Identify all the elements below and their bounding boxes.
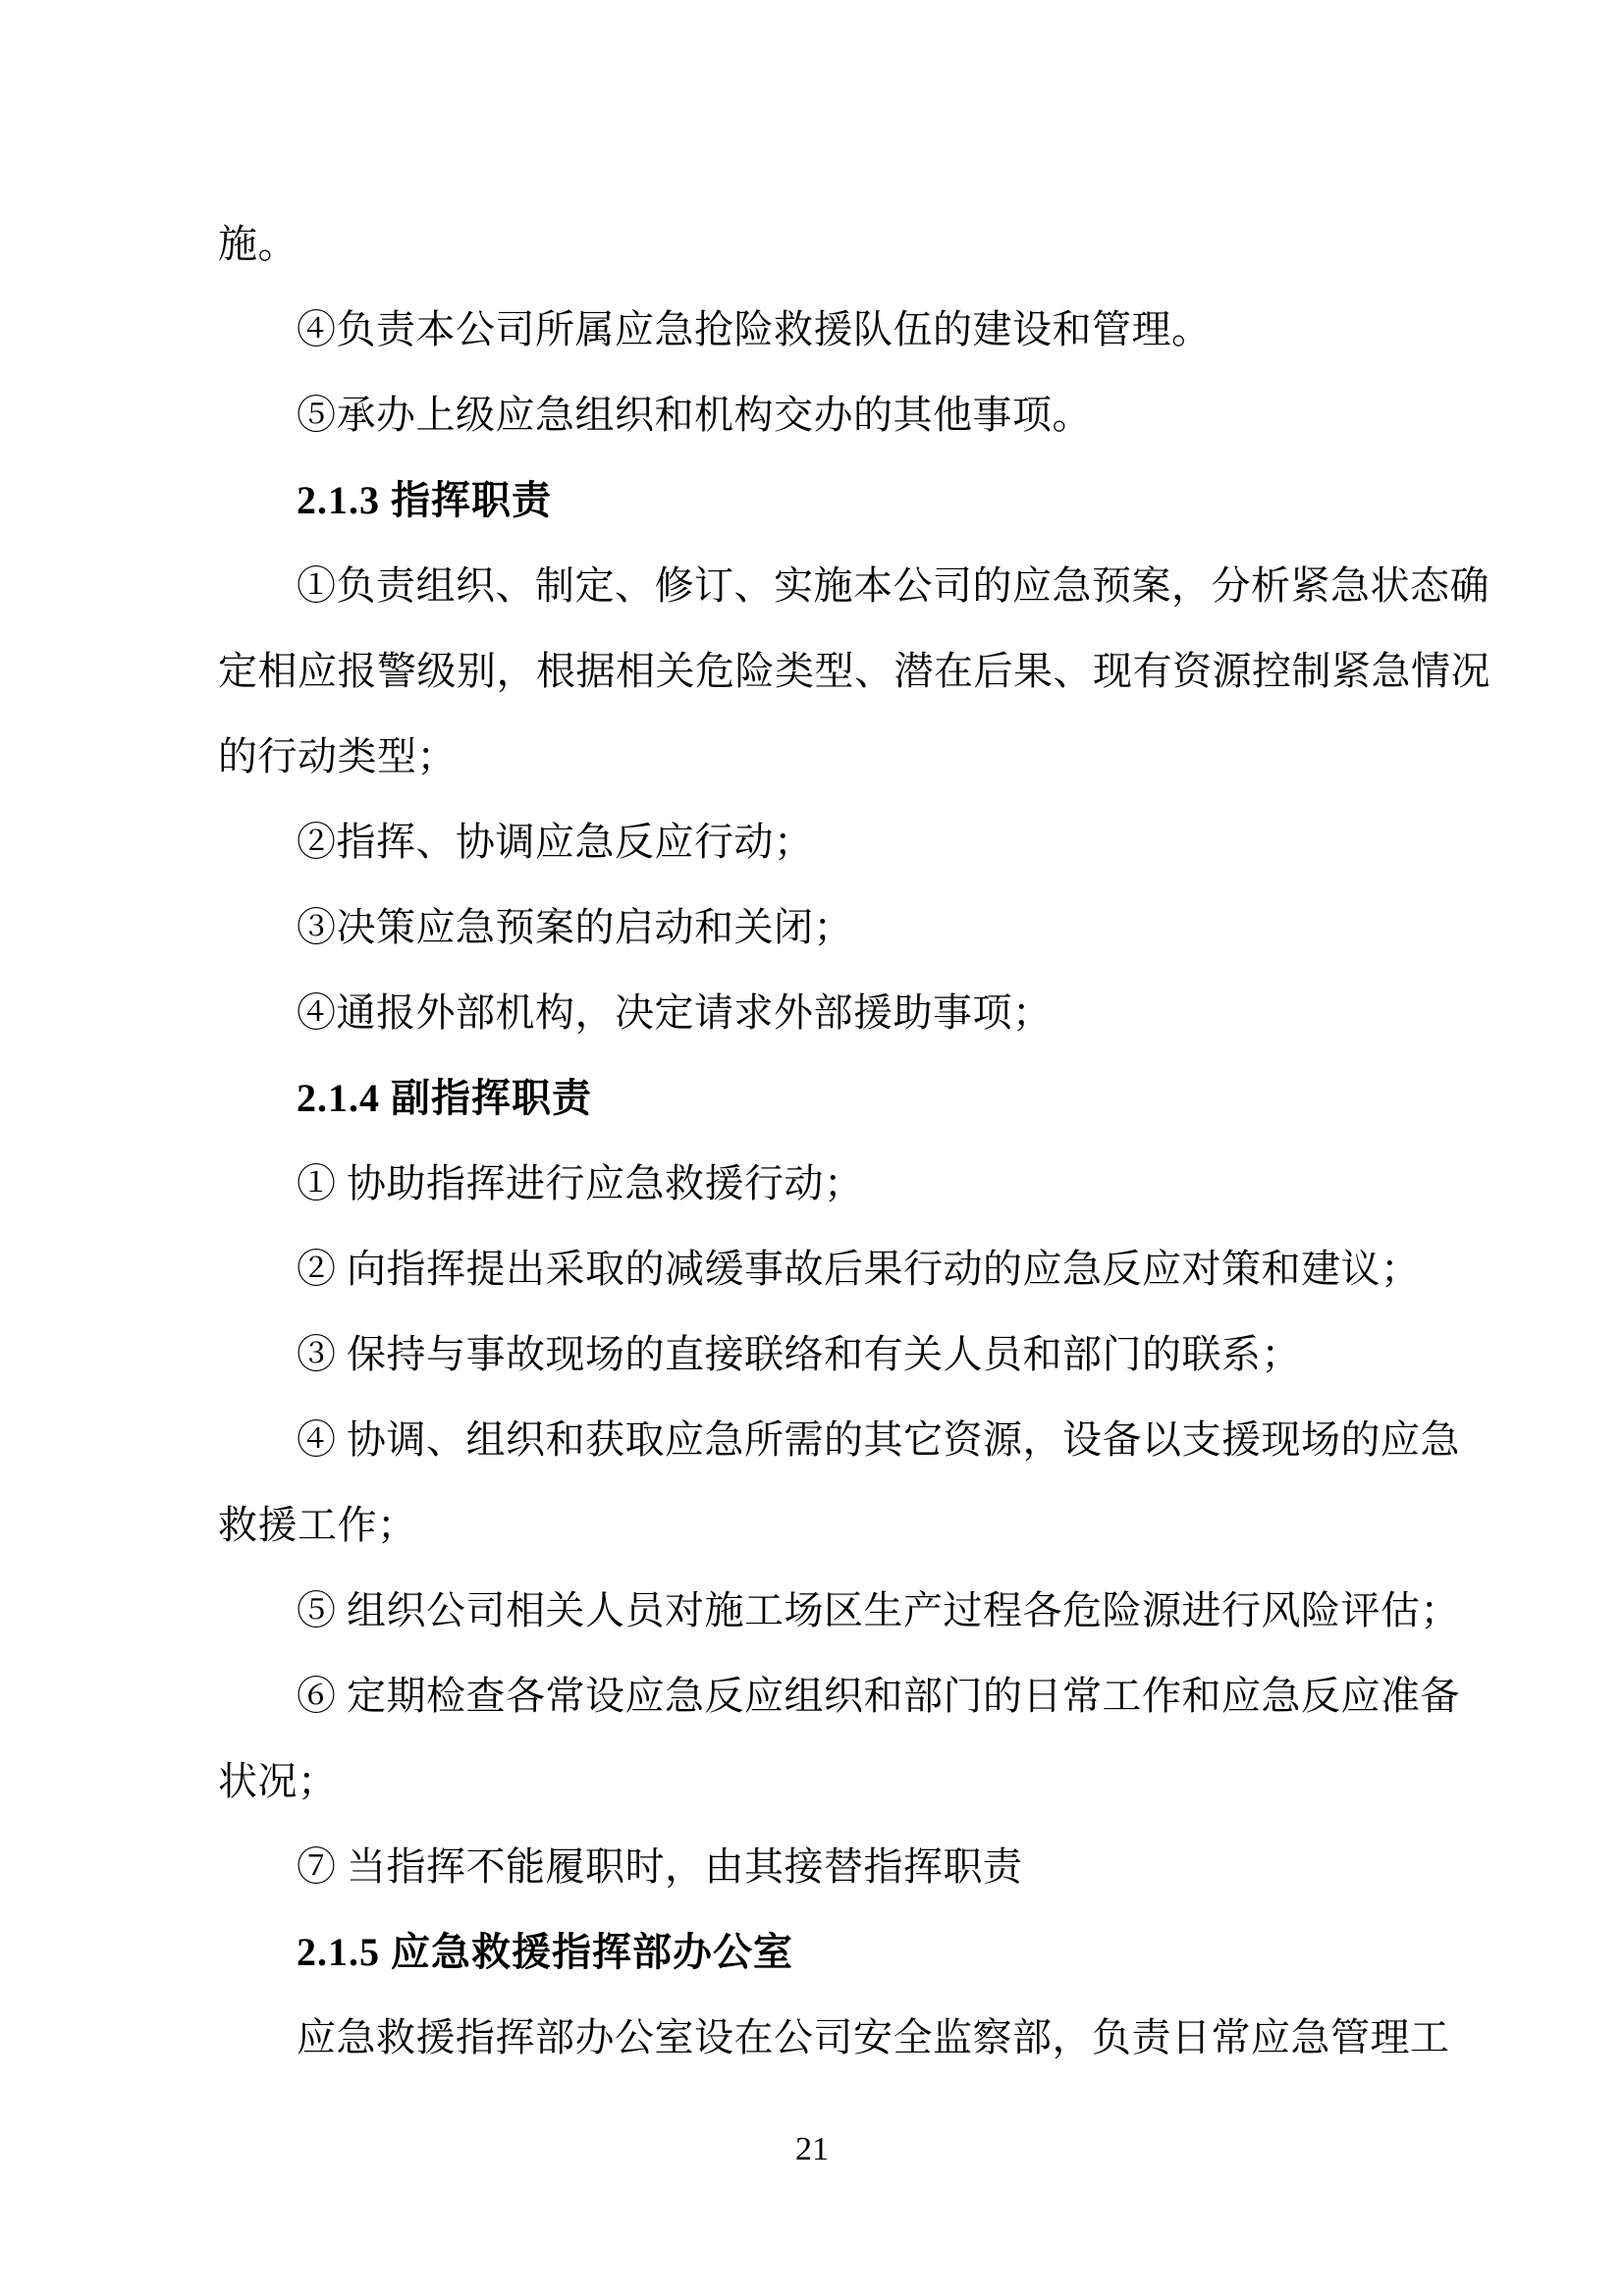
text-line: 定相应报警级别，根据相关危险类型、潜在后果、现有资源控制紧急情况 bbox=[218, 649, 1490, 693]
text-line: ②指挥、协调应急反应行动； bbox=[297, 820, 814, 864]
text-line: 应急救援指挥部办公室设在公司安全监察部，负责日常应急管理工 bbox=[297, 2015, 1450, 2059]
text-line: 施。 bbox=[218, 222, 298, 266]
page-number: 21 bbox=[795, 2131, 829, 2167]
text-line: 救援工作； bbox=[218, 1503, 417, 1547]
section-heading: 2.1.5 应急救援指挥部办公室 bbox=[297, 1930, 793, 1974]
text-line: ② 向指挥提出采取的减缓事故后果行动的应急反应对策和建议； bbox=[297, 1247, 1421, 1291]
text-line: ⑥ 定期检查各常设应急反应组织和部门的日常工作和应急反应准备 bbox=[297, 1674, 1460, 1718]
text-line: ⑤承办上级应急组织和机构交办的其他事项。 bbox=[297, 393, 1092, 437]
text-line: ①负责组织、制定、修订、实施本公司的应急预案，分析紧急状态确 bbox=[297, 563, 1489, 608]
text-line: ⑤ 组织公司相关人员对施工场区生产过程各危险源进行风险评估； bbox=[297, 1588, 1460, 1632]
section-heading: 2.1.3 指挥职责 bbox=[297, 478, 552, 522]
text-line: ④负责本公司所属应急抢险救援队伍的建设和管理。 bbox=[297, 307, 1212, 351]
text-line: 状况； bbox=[218, 1759, 338, 1803]
text-line: ③ 保持与事故现场的直接联络和有关人员和部门的联系； bbox=[297, 1332, 1301, 1376]
text-line: ① 协助指挥进行应急救援行动； bbox=[297, 1161, 864, 1205]
text-line: ④通报外部机构，决定请求外部援助事项； bbox=[297, 990, 1053, 1035]
text-line: ③决策应急预案的启动和关闭； bbox=[297, 905, 853, 949]
text-line: 的行动类型； bbox=[218, 734, 457, 778]
section-heading: 2.1.4 副指挥职责 bbox=[297, 1076, 592, 1120]
text-line: ④ 协调、组织和获取应急所需的其它资源，设备以支援现场的应急 bbox=[297, 1417, 1460, 1462]
text-line: ⑦ 当指挥不能履职时，由其接替指挥职责 bbox=[297, 1844, 1023, 1889]
